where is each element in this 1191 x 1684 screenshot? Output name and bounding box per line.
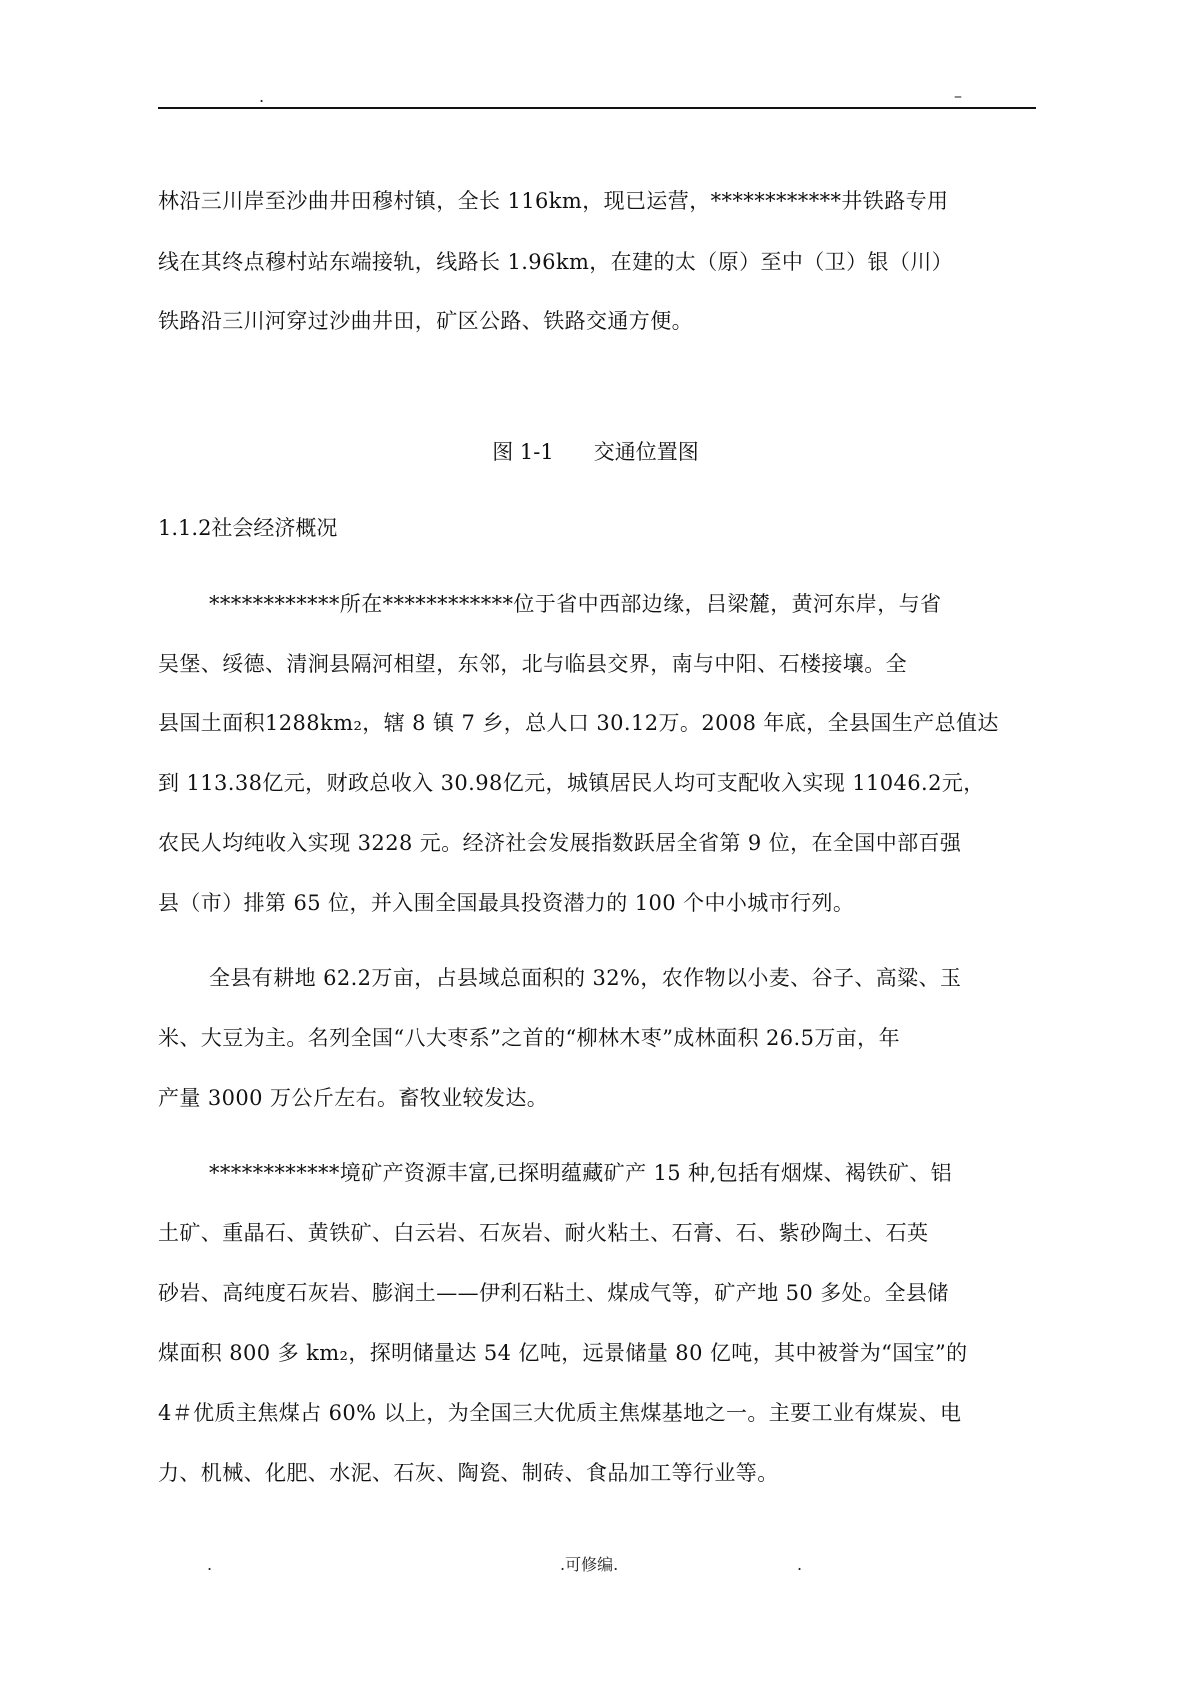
intro-line: 铁路沿三川河穿过沙曲井田，矿区公路、铁路交通方便。 xyxy=(158,309,693,333)
paragraph-line: 土矿、重晶石、黄铁矿、白云岩、石灰岩、耐火粘土、石膏、石、紫砂陶土、石英 xyxy=(158,1221,929,1245)
paragraph-line: 县（市）排第 65 位，并入围全国最具投资潜力的 100 个中小城市行列。 xyxy=(158,891,855,915)
section-heading: 1.1.2社会经济概况 xyxy=(158,516,338,540)
intro-line: 线在其终点穆村站东端接轨，线路长 1.96km，在建的太（原）至中（卫）银（川） xyxy=(158,250,954,274)
paragraph-line: 县国土面积1288km₂，辖 8 镇 7 乡，总人口 30.12万。2008 年底，全县国生产总值达 xyxy=(158,711,999,735)
footer-center-text: .可修编. xyxy=(560,1555,619,1574)
paragraph-line: 到 113.38亿元，财政总收入 30.98亿元，城镇居民人均可支配收入实现 11046.2元， xyxy=(158,771,985,795)
header-right-mark: – xyxy=(954,86,962,105)
paragraph-line: 农民人均纯收入实现 3228 元。经济社会发展指数跃居全省第 9 位，在全国中部百强 xyxy=(158,831,962,855)
footer-left-mark: . xyxy=(207,1555,213,1574)
paragraph-line: 产量 3000 万公斤左右。畜牧业较发达。 xyxy=(158,1086,549,1110)
paragraph-line: 4＃优质主焦煤占 60% 以上，为全国三大优质主焦煤基地之一。主要工业有煤炭、电 xyxy=(158,1401,962,1425)
footer-right-mark: . xyxy=(797,1555,803,1574)
paragraph-line: 全县有耕地 62.2万亩，占县域总面积的 32%，农作物以小麦、谷子、高粱、玉 xyxy=(209,966,962,990)
header-left-mark: . xyxy=(259,87,265,106)
figure-caption: 图 1-1 交通位置图 xyxy=(492,440,699,464)
paragraph-line: ************所在************位于省中西部边缘，吕梁麓，黄河东岸，与省 xyxy=(209,592,942,616)
paragraph-line: 煤面积 800 多 km₂，探明储量达 54 亿吨，远景储量 80 亿吨，其中被誉为“国宝”的 xyxy=(158,1341,968,1365)
paragraph-line: 吴堡、绥德、清涧县隔河相望，东邻，北与临县交界，南与中阳、石楼接壤。全 xyxy=(158,652,907,676)
paragraph-line: 砂岩、高纯度石灰岩、膨润土——伊利石粘土、煤成气等，矿产地 50 多处。全县储 xyxy=(158,1281,949,1305)
paragraph-line: ************境矿产资源丰富,已探明蕴藏矿产 15 种,包括有烟煤、褐铁矿、铝 xyxy=(209,1161,953,1185)
paragraph-line: 力、机械、化肥、水泥、石灰、陶瓷、制砖、食品加工等行业等。 xyxy=(158,1461,779,1485)
header-rule xyxy=(158,107,1036,109)
paragraph-line: 米、大豆为主。名列全国“八大枣系”之首的“柳林木枣”成林面积 26.5万亩，年 xyxy=(158,1026,900,1050)
intro-line: 林沿三川岸至沙曲井田穆村镇，全长 116km，现已运营，************井铁路专用 xyxy=(158,189,949,213)
